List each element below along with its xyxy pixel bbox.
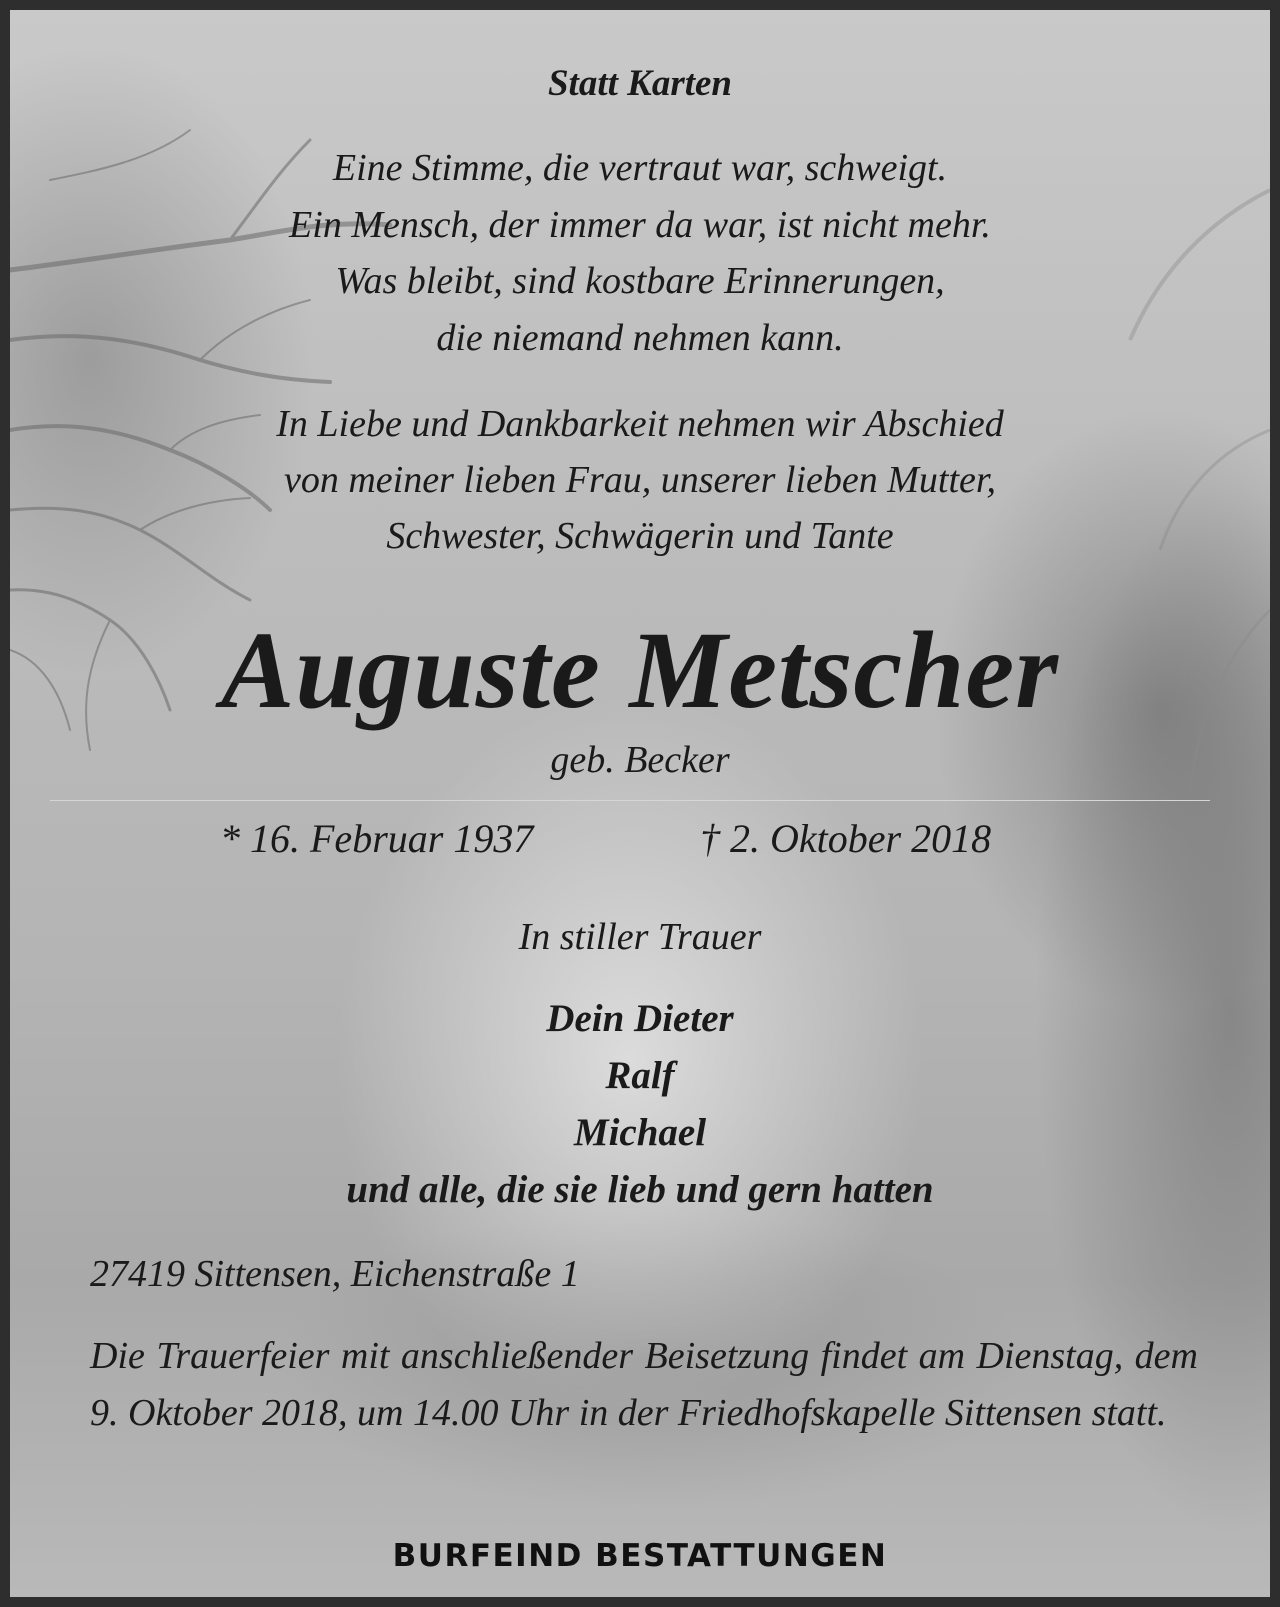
- service-info: Die Trauerfeier mit anschließender Beisetzung findet am Dienstag, dem 9. Oktober 2018, um 14.00 Uhr in der Friedhofskapelle Sittensen statt.: [90, 1335, 1198, 1434]
- maiden-name: geb. Becker: [550, 739, 730, 781]
- poem-line: Was bleibt, sind kostbare Erinnerungen,: [335, 260, 945, 302]
- family-member: und alle, die sie lieb und gern hatten: [346, 1168, 934, 1211]
- deceased-name: Auguste Metscher: [220, 609, 1060, 731]
- birth-date: * 16. Februar 1937: [220, 816, 534, 861]
- family-member: Dein Dieter: [546, 997, 734, 1040]
- family-member: Ralf: [605, 1054, 675, 1097]
- divider: [50, 800, 1210, 801]
- family-member: Michael: [573, 1111, 707, 1154]
- funeral-home-logo: BURFEIND BESTATTUNGEN: [392, 1538, 888, 1574]
- poem: [10, 140, 1270, 366]
- intro-line: von meiner lieben Frau, unserer lieben Mutter,: [284, 459, 996, 501]
- address: 27419 Sittensen, Eichenstraße 1: [90, 1253, 580, 1295]
- family-signatures: [10, 990, 1270, 1218]
- header-title: Statt Karten: [547, 63, 733, 104]
- poem-line: die niemand nehmen kann.: [436, 316, 844, 359]
- mourning-label: In stiller Trauer: [518, 916, 762, 958]
- farewell-intro: [10, 396, 1270, 564]
- poem-line: Eine Stimme, die vertraut war, schweigt.: [332, 147, 948, 189]
- poem-line: Ein Mensch, der immer da war, ist nicht mehr.: [289, 203, 991, 246]
- intro-line: In Liebe und Dankbarkeit nehmen wir Abschied: [276, 403, 1004, 445]
- intro-line: Schwester, Schwägerin und Tante: [386, 515, 894, 557]
- death-date: † 2. Oktober 2018: [700, 816, 992, 861]
